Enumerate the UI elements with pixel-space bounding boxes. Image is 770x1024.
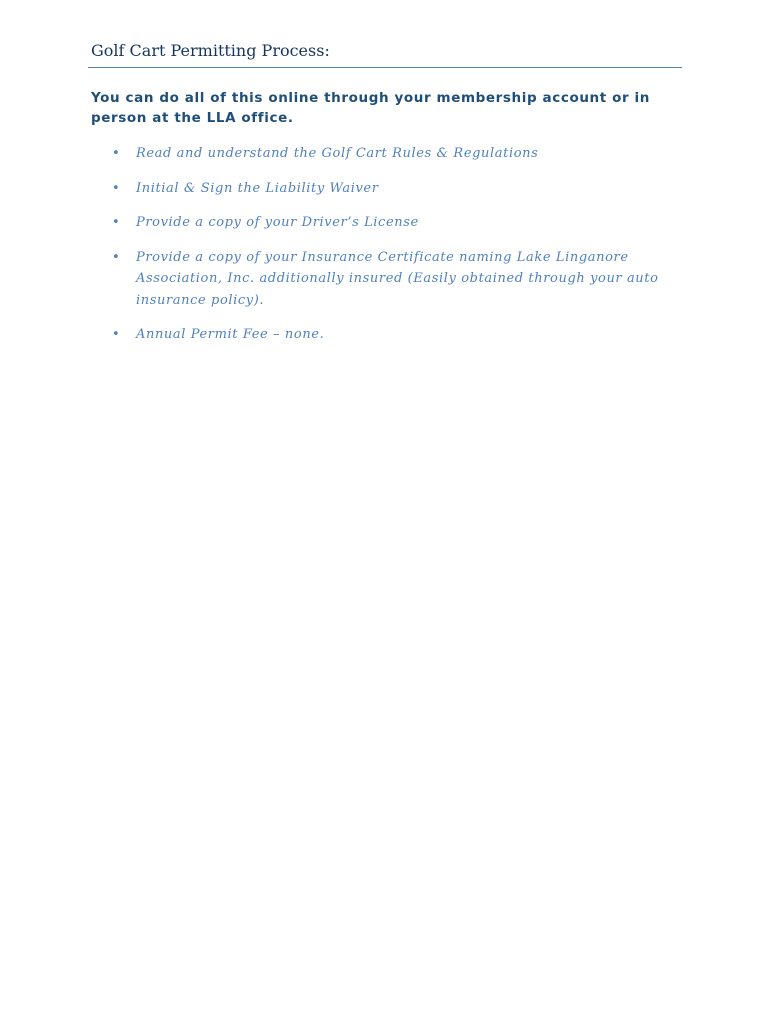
- list-item-text: Initial & Sign the Liability Waiver: [136, 180, 379, 196]
- bullet-icon: •: [112, 249, 121, 265]
- bullet-icon: •: [112, 180, 121, 196]
- bullet-icon: •: [112, 327, 121, 342]
- title-underline-divider: [88, 67, 682, 68]
- list-item: [112, 143, 672, 165]
- list-item-text: Annual Permit Fee – none.: [136, 327, 325, 342]
- page-title: Golf Cart Permitting Process:: [91, 41, 330, 60]
- list-item-text: Read and understand the Golf Cart Rules & Regulations: [136, 146, 539, 161]
- list-item: [112, 178, 672, 200]
- list-item: [112, 324, 672, 346]
- intro-paragraph: You can do all of this online through your membership account or in person at the LLA office.: [91, 90, 650, 126]
- list-item: [112, 212, 672, 234]
- list-item: [112, 247, 672, 312]
- list-item-text: Provide a copy of your Driver’s License: [136, 215, 419, 230]
- bullet-icon: •: [112, 146, 121, 161]
- bullet-icon: •: [112, 215, 121, 230]
- requirements-list: [112, 143, 672, 359]
- list-item-text: Provide a copy of your Insurance Certificate naming Lake Linganore Association, Inc. additionally insured (Easily obtained through your auto insurance policy).: [136, 249, 659, 308]
